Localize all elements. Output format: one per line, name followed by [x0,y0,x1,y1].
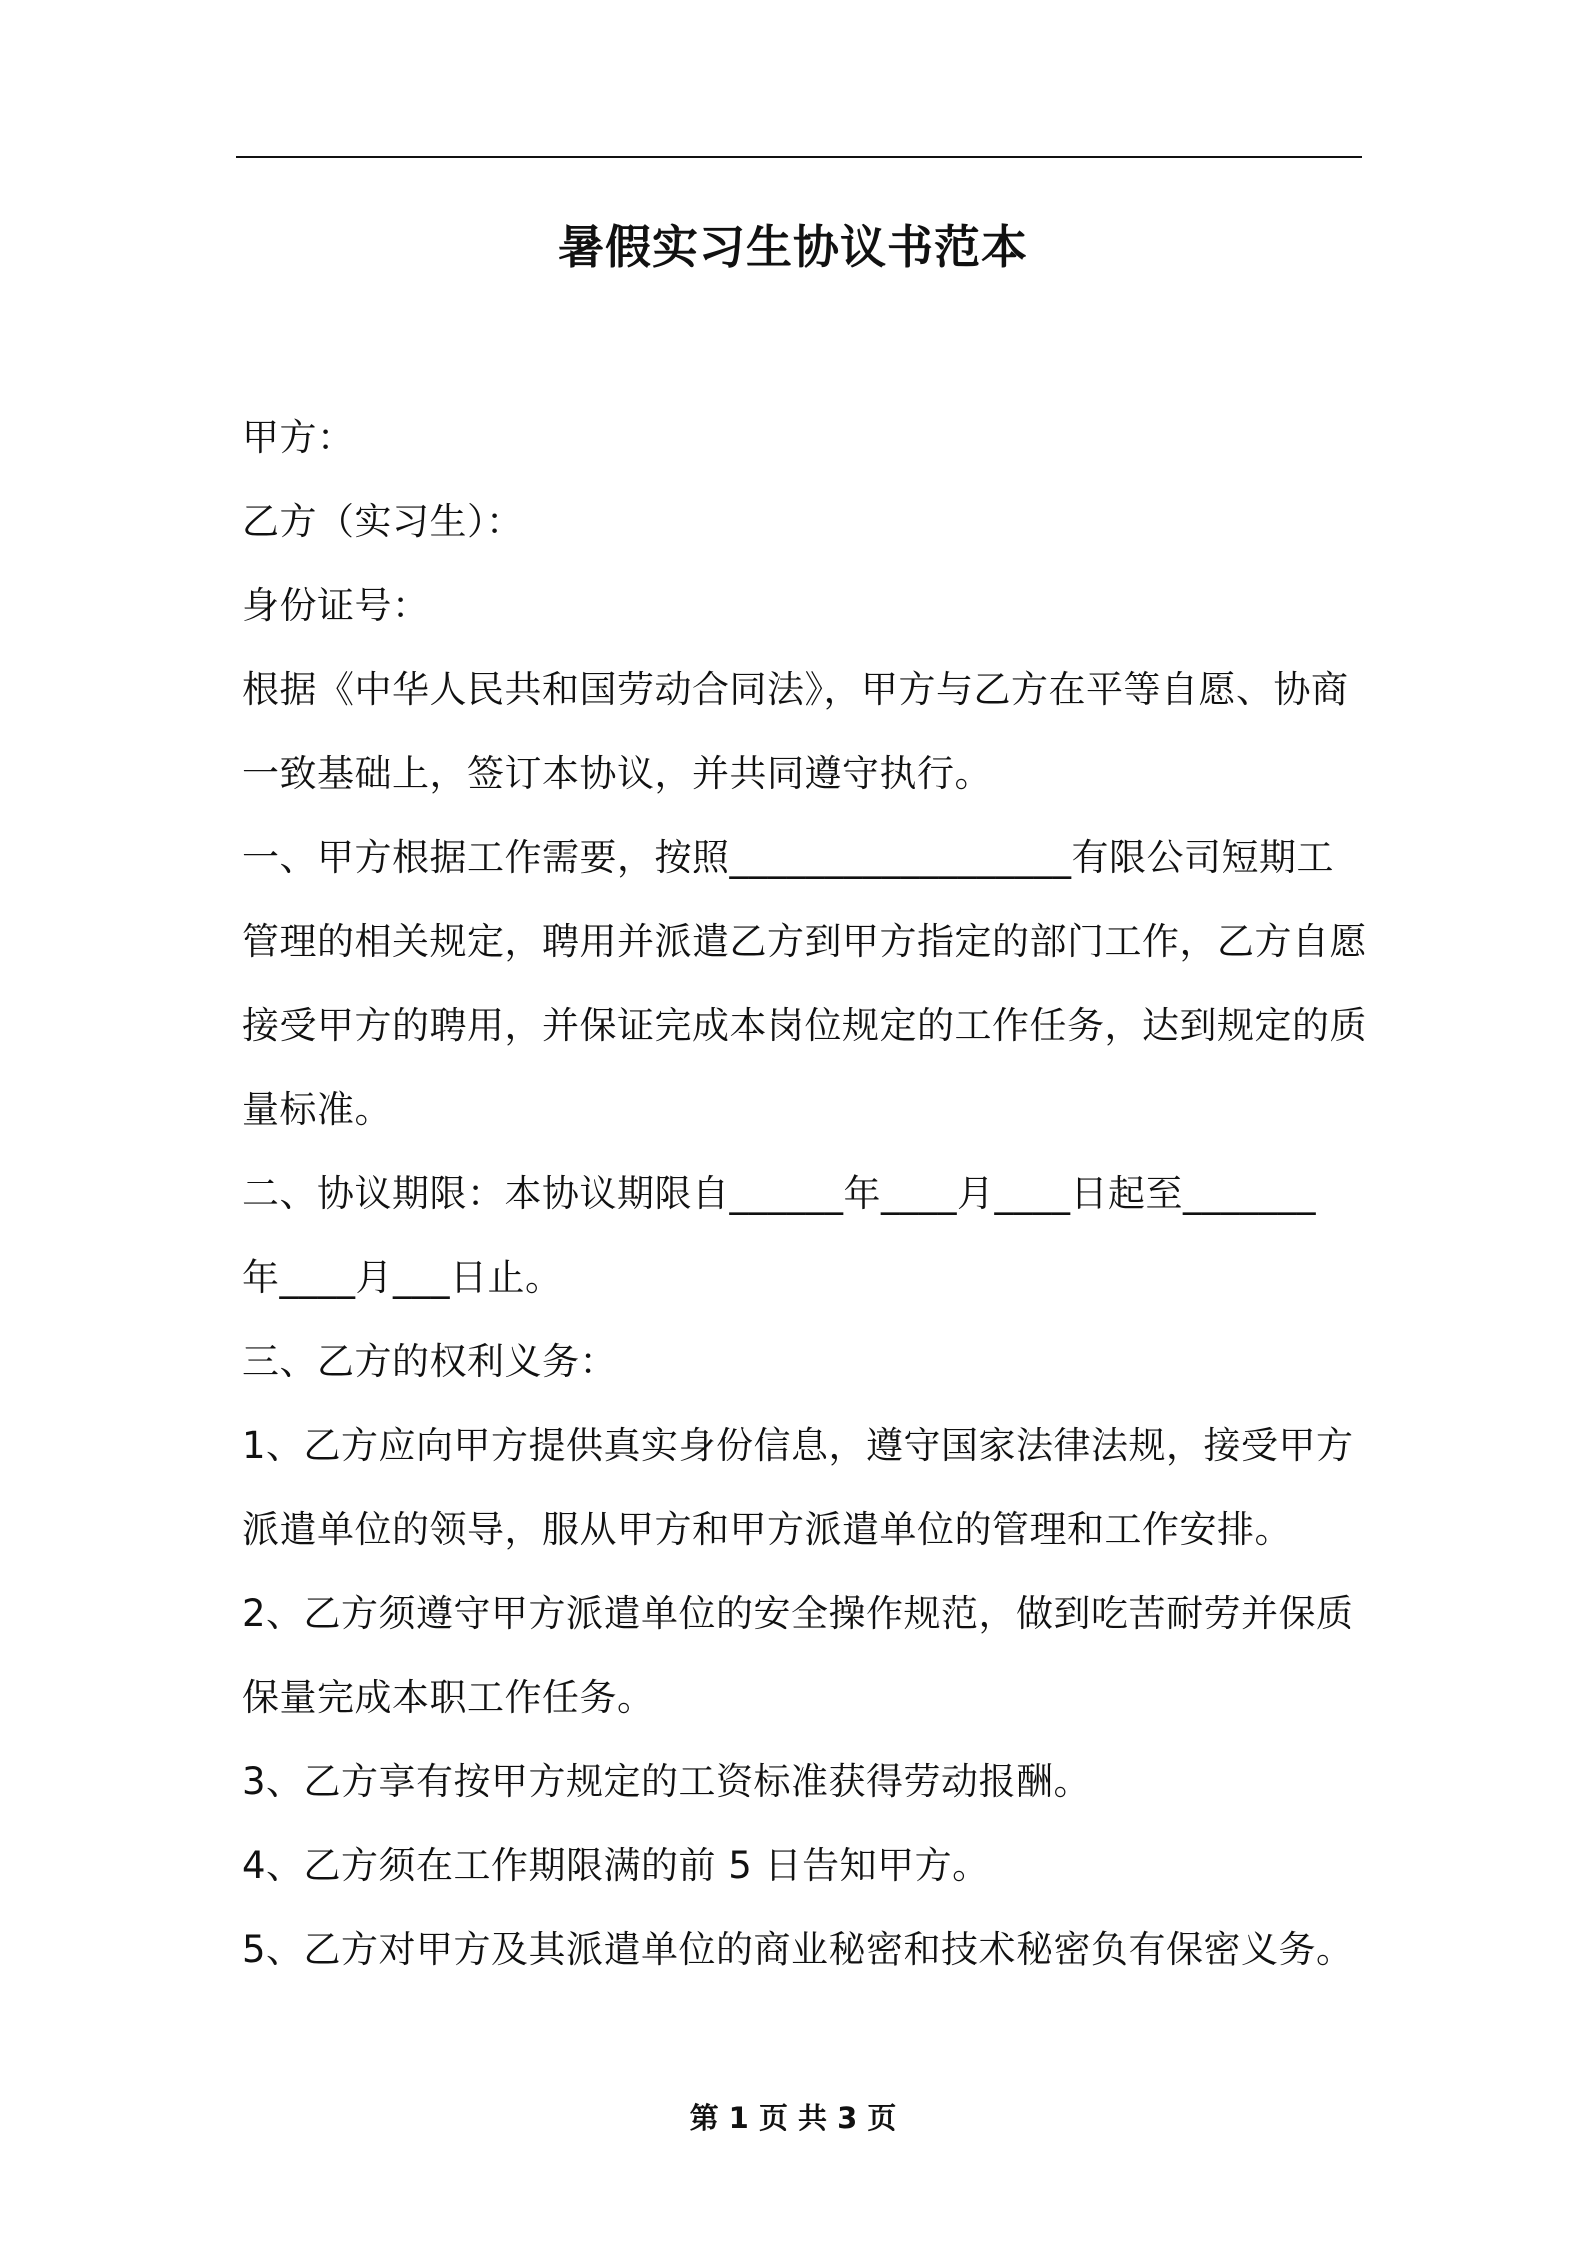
paragraph-line: 量标准。 [242,1088,392,1131]
paragraph-line: 保量完成本职工作任务。 [242,1676,655,1719]
id-number-line: 身份证号： [242,584,430,627]
paragraph-line: 4、乙方须在工作期限满的前 5 日告知甲方。 [242,1844,990,1887]
paragraph-line: 根据《中华人民共和国劳动合同法》，甲方与乙方在平等自愿、协商 [242,668,1349,711]
paragraph-line: 派遣单位的领导，服从甲方和甲方派遣单位的管理和工作安排。 [242,1508,1292,1551]
paragraph-line: 一致基础上，签订本协议，并共同遵守执行。 [242,752,992,795]
document-title: 暑假实习生协议书范本 [558,220,1028,274]
paragraph-line: 3、乙方享有按甲方规定的工资标准获得劳动报酬。 [242,1760,1092,1803]
page-number-footer: 第 1 页 共 3 页 [689,2101,897,2135]
paragraph-line: 5、乙方对甲方及其派遣单位的商业秘密和技术秘密负有保密义务。 [242,1928,1354,1971]
paragraph-line: 接受甲方的聘用，并保证完成本岗位规定的工作任务，达到规定的质 [242,1004,1367,1047]
paragraph-line: 一、甲方根据工作需要，按照__________________有限公司短期工 [242,836,1334,879]
paragraph-line: 年____月___日止。 [242,1256,563,1299]
section-heading: 三、乙方的权利义务： [242,1340,617,1383]
paragraph-line: 2、乙方须遵守甲方派遣单位的安全操作规范，做到吃苦耐劳并保质 [242,1592,1354,1635]
paragraph-line: 管理的相关规定，聘用并派遣乙方到甲方指定的部门工作，乙方自愿 [242,920,1367,963]
party-a-line: 甲方： [242,416,355,459]
header-rule [236,156,1362,158]
paragraph-line: 1、乙方应向甲方提供真实身份信息，遵守国家法律法规，接受甲方 [242,1424,1354,1467]
party-b-line: 乙方（实习生）： [242,500,524,543]
paragraph-line: 二、协议期限：本协议期限自______年____月____日起至_______ [242,1172,1316,1215]
